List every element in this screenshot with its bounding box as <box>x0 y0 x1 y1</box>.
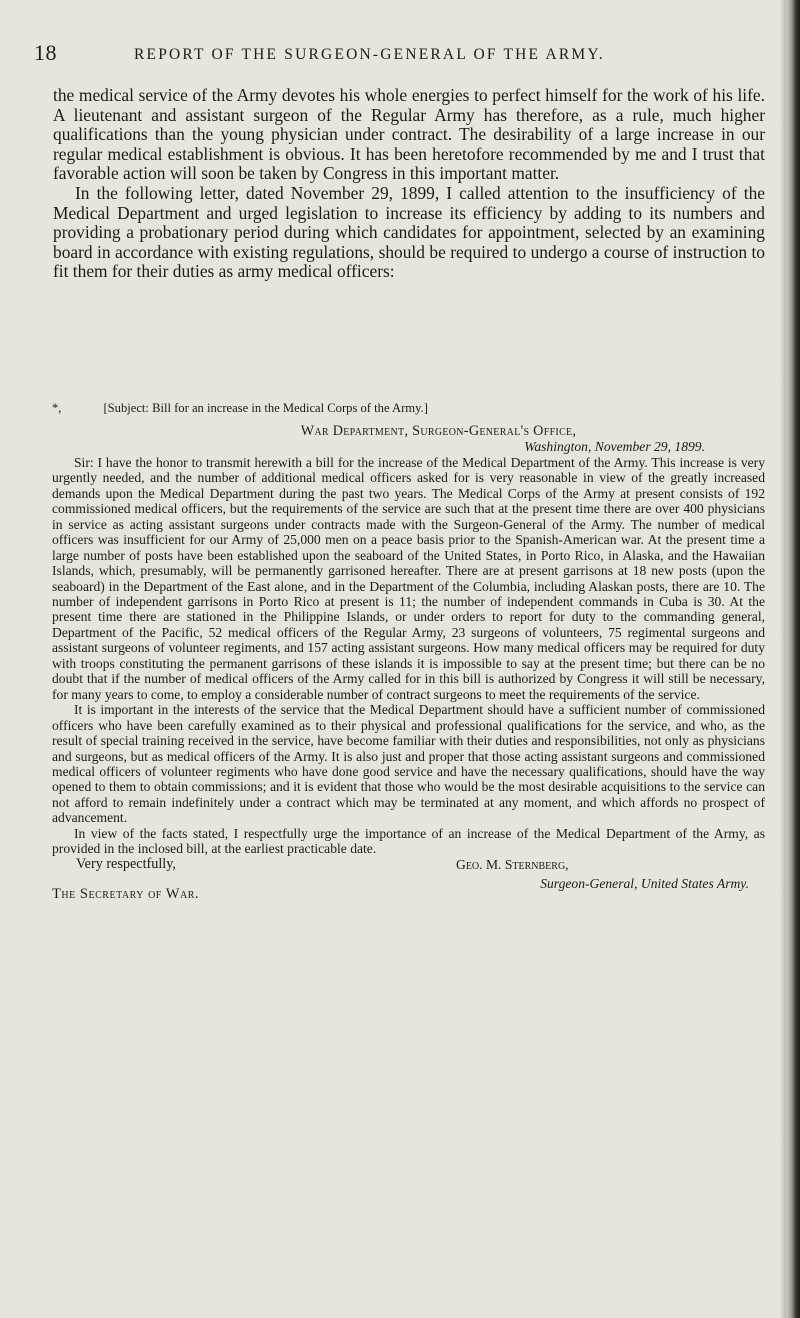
letter-office-heading: War Department, Surgeon-General's Office, <box>300 423 577 439</box>
letter-paragraph: In view of the facts stated, I respectfully urge the importance of an increase of the Medical Department of the Army, as provided in the inclosed bill, at the earliest practicable date. <box>52 825 765 857</box>
page-number: 18 <box>34 40 57 65</box>
letter-body <box>52 424 765 903</box>
signature-title: Surgeon-General, United States Army. <box>540 875 749 891</box>
margin-mark: *, <box>52 401 62 415</box>
letter-paragraph: It is important in the interests of the service that the Medical Department should have a sufficient number of commissioned officers who have been carefully examined as to their physical and professional qualifications for the service, and who, as the result of special training received in the service, have become familiar with their duties and responsibilities, not only as physicians and surgeons, but as medical officers of the Army. It is also just and proper that those acting assistant surgeons and commissioned medical officers of volunteer regiments who have done good service and have the necessary qualifications, should have the way opened to them to obtain commissions; and it is evident that those who would be the most desirable acquisitions to the service can not afford to remain indefinitely under a contract which may be terminated at any moment, and which affords no prospect of advancement. <box>52 702 765 826</box>
letter-addressee: The Secretary of War. <box>52 886 200 903</box>
intro-paragraph: In the following letter, dated November 29, 1899, I called attention to the insufficiency of the Medical Department and urged legislation to increase its efficiency by adding to its numbers and providing a probationary period during which candidates for appointment, selected by an examining board in accordance with existing regulations, should be required to undergo a course of instruction to fit them for their duties as army medical officers: <box>53 182 765 282</box>
signature-name: Geo. M. Sternberg, <box>456 856 569 872</box>
book-spine-edge <box>786 0 800 1318</box>
letter-paragraph: Sir: I have the honor to transmit herewith a bill for the increase of the Medical Department of the Army. This increase is very urgently needed, and the number of additional medical officers asked for is very reasonable in view of the greatly increased demands upon the Medical Department during the past two years. The Medical Corps of the Army at present consists of 192 commissioned medical officers, but the requirements of the service are such that at the present time there are over 400 physicians in service as acting assistant surgeons under contracts made with the Surgeon-General of the Army. The number of medical officers was insufficient for our Army of 25,000 men on a peace basis prior to the Spanish-American war. At the present time a large number of posts have been established upon the seaboard of the United States, in Porto Rico, in Alaska, and the Hawaiian Islands, which, presumably, will be permanently garrisoned hereafter. There are at present garrisons at 18 new posts (upon the seaboard) in the Department of the East alone, and in the Department of the Columbia, including Alaskan posts, there are 10. The number of independent garrisons in Porto Rico at present is 11; the number of independent commands in Cuba is 30. At the present time there are stationed in the Philippine Islands, or under orders to report for duty to the commanding general, Department of the Pacific, 52 medical officers of the Regular Army, 23 surgeons of volunteers, 75 regimental surgeons and assistant surgeons of volunteer regiments, and 157 acting assistant surgeons. How many medical officers may be required for duty with troops constituting the permanent garrisons of these islands it is impossible to say at the present time; but there can be no doubt that if the number of medical officers of the Army called for in this bill is authorized by Congress it will still be necessary, for many years to come, to employ a considerable number of contract surgeons to meet the requirements of the service. <box>52 454 765 702</box>
letter-subject: [Subject: Bill for an increase in the Medical Corps of the Army.] <box>103 401 428 415</box>
letter-dateline: Washington, November 29, 1899. <box>524 439 705 455</box>
closing-text: Very respectfully, <box>76 855 176 872</box>
intro-paragraph: the medical service of the Army devotes his whole energies to perfect himself for the work of his life. A lieutenant and assistant surgeon of the Regular Army has therefore, as a rule, much higher qualifications than the young physician under contract. The desirability of a large increase in our regular medical establishment is obvious. It has been heretofore recommended by me and I trust that favorable action will soon be taken by Congress in this important matter. <box>53 85 765 184</box>
intro-text <box>53 86 765 282</box>
letter-closing <box>52 857 765 876</box>
letter-subject-line <box>52 401 764 416</box>
running-head: REPORT OF THE SURGEON-GENERAL OF THE ARMY. <box>134 46 605 63</box>
page-header <box>34 40 774 66</box>
